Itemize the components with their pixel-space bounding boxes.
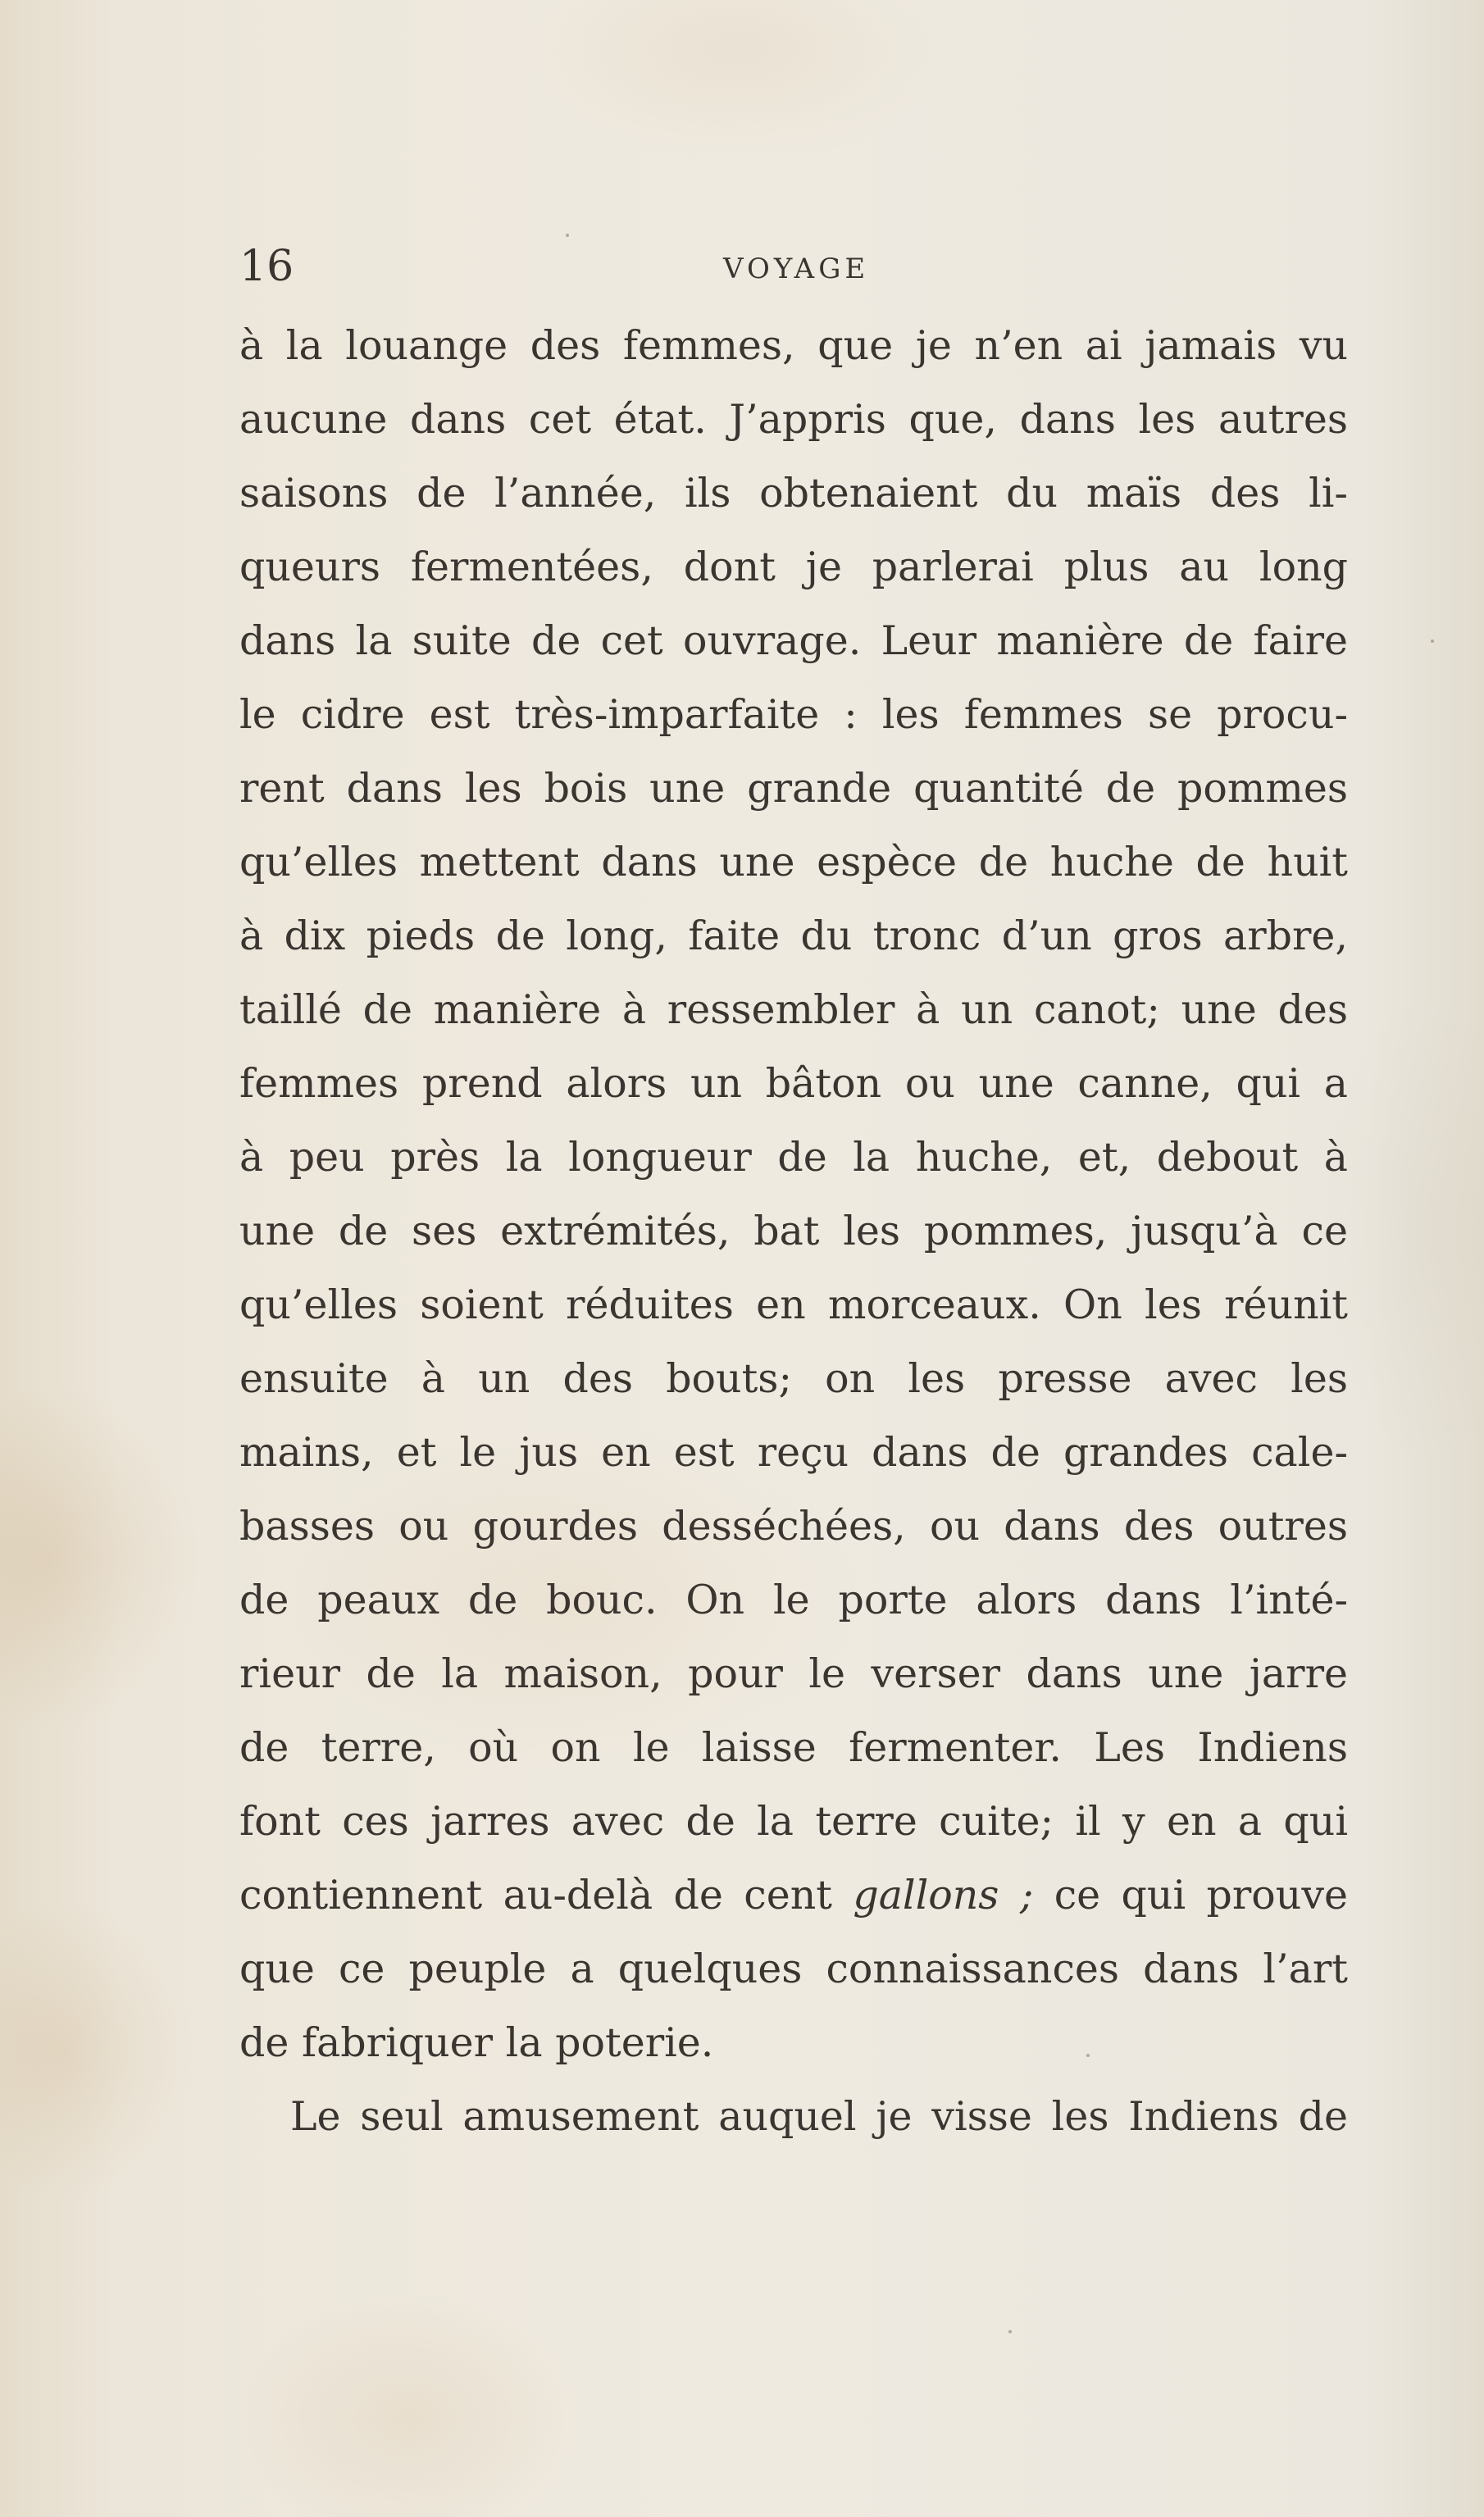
text-line: saisons de l’année, ils obtenaient du maïs des li-: [239, 470, 1348, 517]
text-line: rieur de la maison, pour le verser dans une jarre: [239, 1650, 1348, 1697]
running-head: [239, 238, 1348, 295]
text-fragment: ce qui prouve: [1054, 1872, 1348, 1918]
text-line: de peaux de bouc. On le porte alors dans l’inté-: [239, 1577, 1348, 1623]
text-line: qu’elles soient réduites en morceaux. On les réunit: [239, 1281, 1348, 1328]
paper-speck: [1086, 2054, 1090, 2057]
text-line: le cidre est très-imparfaite : les femmes se procu-: [239, 691, 1348, 738]
italic-term: gallons ;: [853, 1872, 1034, 1918]
text-line: qu’elles mettent dans une espèce de huche de huit: [239, 839, 1348, 885]
text-line: aucune dans cet état. J’appris que, dans les autres: [239, 396, 1348, 443]
running-title: VOYAGE: [723, 253, 870, 285]
text-line: taillé de manière à ressembler à un canot; une des: [239, 986, 1348, 1033]
paragraph-start-line: Le seul amusement auquel je visse les Indiens de: [290, 2093, 1348, 2140]
paper-speck: [1431, 639, 1434, 643]
text-line: rent dans les bois une grande quantité de pommes: [239, 765, 1348, 812]
text-line: une de ses extrémités, bat les pommes, jusqu’à ce: [239, 1208, 1348, 1254]
paragraph-end-line: de fabriquer la poterie.: [239, 2019, 714, 2066]
text-line: que ce peuple a quelques connaissances dans l’art: [239, 1946, 1348, 1992]
text-line: queurs fermentées, dont je parlerai plus au long: [239, 544, 1348, 590]
text-line: à peu près la longueur de la huche, et, debout à: [239, 1134, 1348, 1181]
body-text: [239, 309, 1348, 2154]
text-line: basses ou gourdes desséchées, ou dans des outres: [239, 1503, 1348, 1550]
text-line: femmes prend alors un bâton ou une canne, qui a: [239, 1060, 1348, 1107]
text-line: dans la suite de cet ouvrage. Leur manière de faire: [239, 617, 1348, 664]
text-line: font ces jarres avec de la terre cuite; il y en a qui: [239, 1798, 1348, 1845]
text-line: de terre, où on le laisse fermenter. Les Indiens: [239, 1724, 1348, 1771]
text-line: ensuite à un des bouts; on les presse avec les: [239, 1355, 1348, 1402]
text-line: mains, et le jus en est reçu dans de grandes cale-: [239, 1429, 1348, 1476]
text-line-with-italic: [239, 1859, 1348, 1932]
paper-speck: [1008, 2330, 1012, 2333]
text-line: à la louange des femmes, que je n’en ai jamais vu: [239, 322, 1348, 369]
text-line: à dix pieds de long, faite du tronc d’un gros arbre,: [239, 913, 1348, 959]
text-fragment: contiennent au-delà de cent: [239, 1872, 832, 1918]
paper-speck: [566, 234, 569, 237]
page-number: 16: [239, 242, 294, 291]
